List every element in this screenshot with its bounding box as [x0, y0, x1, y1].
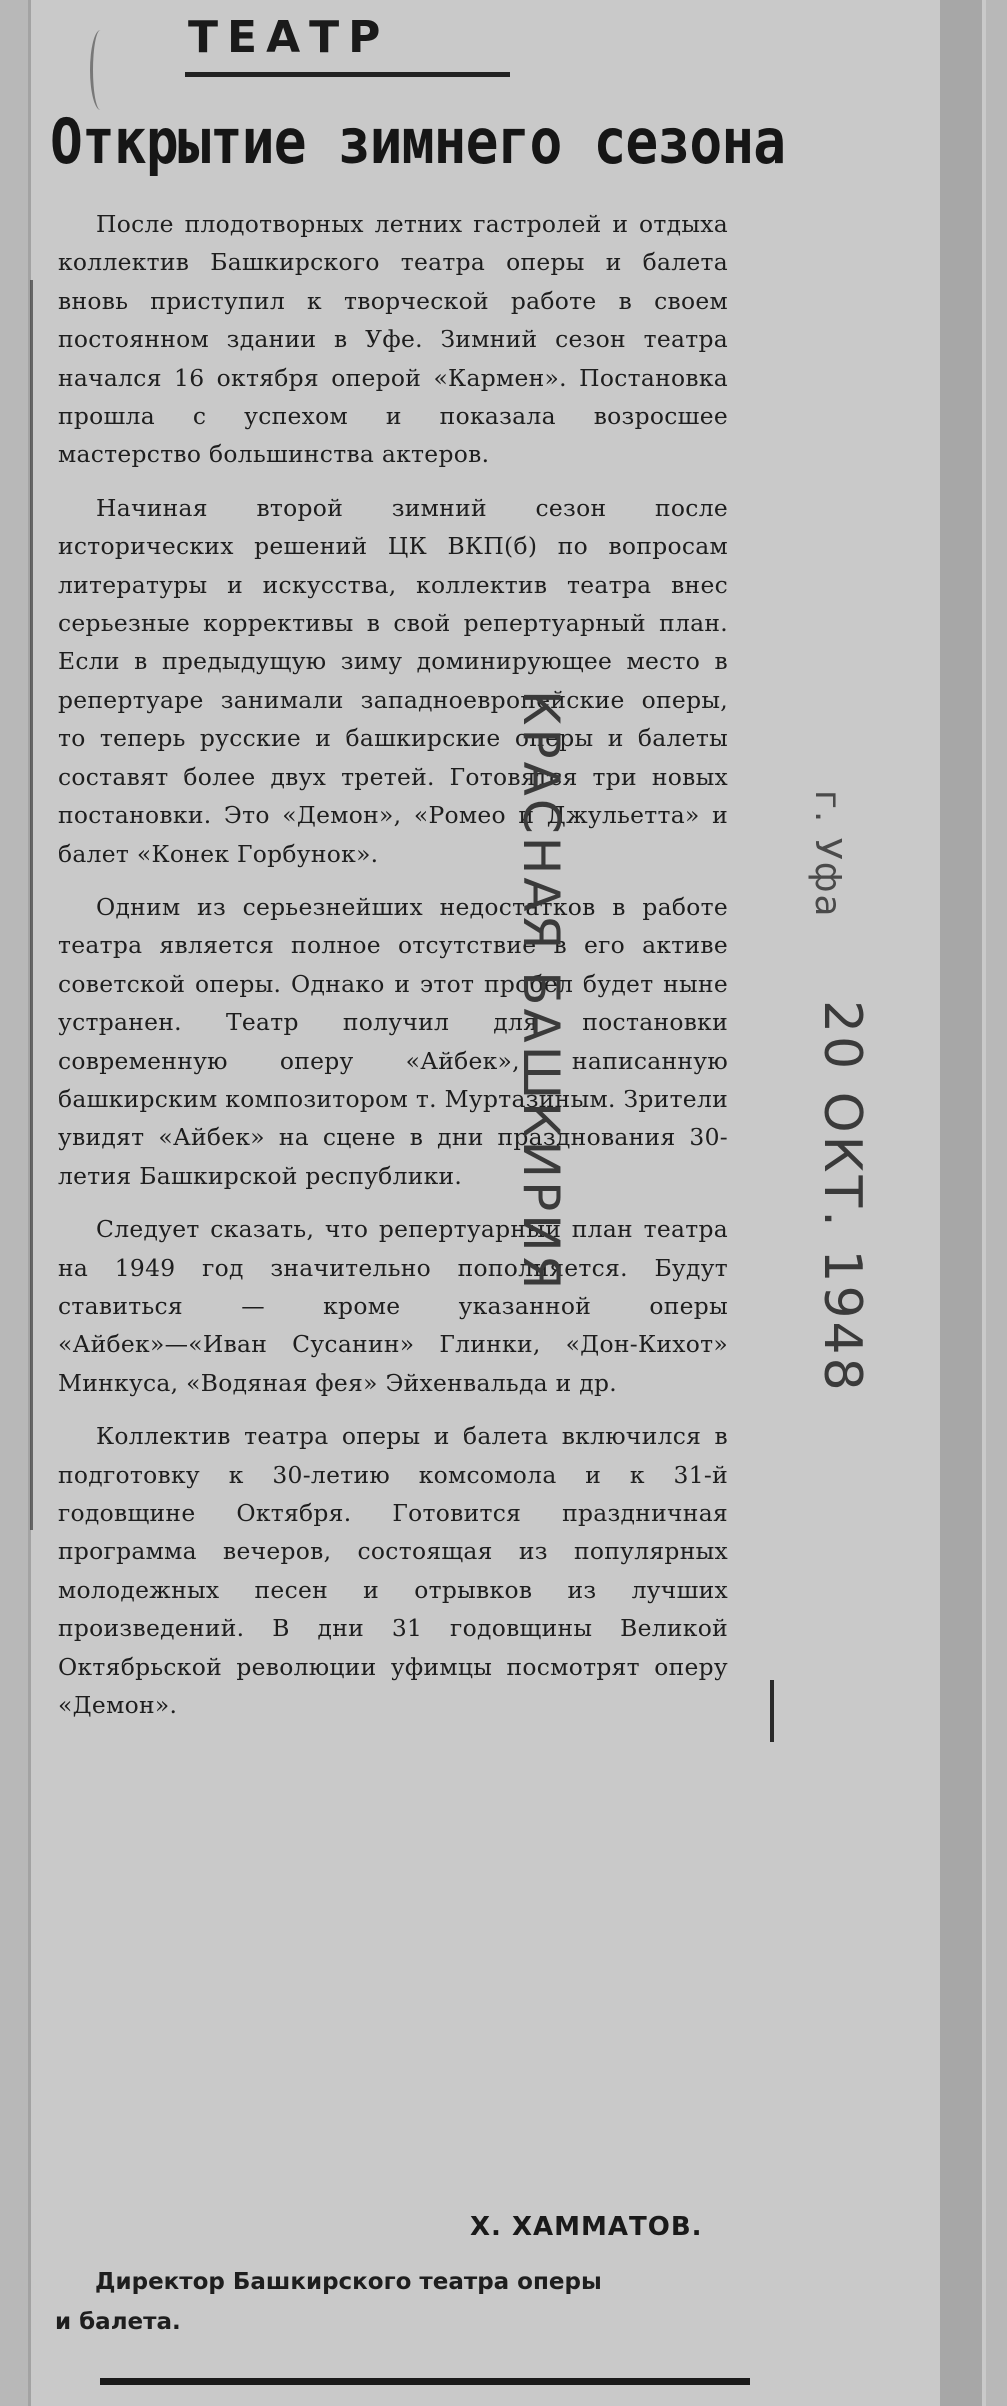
stamp-date: 20 ОКТ. 1948	[812, 1000, 872, 1394]
paragraph-2: Начиная второй зимний сезон после исторических решений ЦК ВКП(б) по вопросам литературы и искусства, коллектив театра внес серьезные коррективы в свой репертуарный план. Если в предыдущую зиму доминирующее место в репертуаре занимали западноевропейские оперы, то теперь русские и башкирские оперы и балеты составят более двух третей. Готовятся три новых постановки. Это «Демон», «Ромео и Джульетта» и балет «Конек Горбунок».	[58, 493, 728, 868]
rubric-underline	[185, 72, 510, 77]
paragraph-5: Коллектив театра оперы и балета включился в подготовку к 30-летию комсомола и к 31-й годовщине Октября. Готовится праздничная программа вечеров, состоящая из популярных молодежных песен и отрывков из лучших произведений. В дни 31 годовщины Великой Октябрьской революции уфимцы посмотрят оперу «Демон».	[58, 1422, 728, 1720]
paragraph-1: После плодотворных летних гастролей и отдыха коллектив Башкирского театра оперы и балета вновь приступил к творческой работе в своем постоянном здании в Уфе. Зимний сезон театра начался 16 октября оперой «Кармен». Постановка прошла с успехом и показала возросшее мастерство большинства актеров.	[58, 210, 728, 469]
author-position-line2: и балета.	[55, 2309, 181, 2335]
author-position-line1: Директор Башкирского театра оперы	[95, 2269, 602, 2295]
paragraph-3: Одним из серьезнейших недостатков в работе театра является полное отсутствие в его активе советской оперы. Однако и этот пробел будет ныне устранен. Театр получил для постановки современную оперу «Айбек», написанную башкирским композитором т. Муртазиным. Зрители увидят «Айбек» на сцене в дни празднования 30-летия Башкирской республики.	[58, 892, 728, 1190]
bottom-rule	[100, 2378, 750, 2385]
pencil-mark	[90, 30, 111, 110]
paragraph-4: Следует сказать, что репертуарный план театра на 1949 год значительно пополняется. Будут ставиться — кроме указанной оперы «Айбек»—«Иван Сусанин» Глинки, «Дон-Кихот» Минкуса, «Водяная фея» Эйхенвальда и др.	[58, 1215, 728, 1397]
stamp-city: г. Уфа	[807, 790, 848, 919]
article-headline: Открытие зимнего сезона	[50, 105, 786, 178]
rubric-title: ТЕАТР	[188, 12, 390, 63]
article-body	[58, 205, 728, 1739]
paper-edge-strip	[940, 0, 982, 2406]
author-signature: Х. ХАММАТОВ.	[470, 2212, 703, 2242]
margin-mark	[770, 1680, 774, 1742]
column-rule	[30, 280, 33, 1530]
author-position	[55, 2262, 775, 2342]
stamp-newspaper-name: КРАСНАЯ БАШКИРИЯ	[512, 690, 570, 1293]
